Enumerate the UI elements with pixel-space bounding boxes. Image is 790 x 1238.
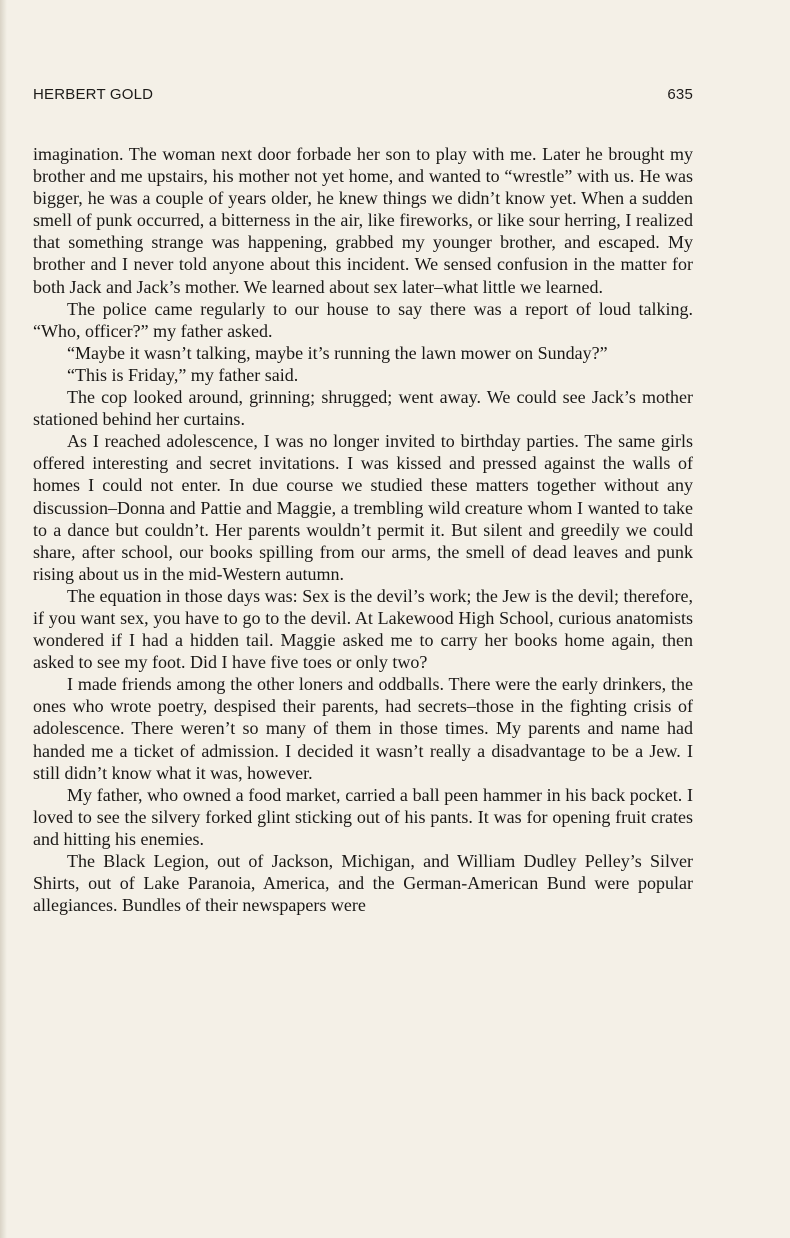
paragraph: I made friends among the other loners and oddballs. There were the early drinkers, the ones who wrote poetry, despised their parents, had secrets–those in the fighting crisis of adolescence. There weren’t so many of them in those times. My parents and name had handed me a ticket of admission. I decided it wasn’t really a disadvantage to be a Jew. I still didn’t know what it was, however. <box>33 674 693 783</box>
paragraph: As I reached adolescence, I was no longer invited to birthday parties. The same girls offered interesting and secret invitations. I was kissed and pressed against the walls of homes I could not enter. In due course we studied these matters together without any discussion–Donna and Pattie and Maggie, a trembling wild creature whom I wanted to take to a dance but couldn’t. Her parents wouldn’t permit it. But silent and greedily we could share, after school, our books spilling from our arms, the smell of dead leaves and punk rising about us in the mid-Western autumn. <box>33 431 693 584</box>
paragraph: The cop looked around, grinning; shrugged; went away. We could see Jack’s mother stationed behind her curtains. <box>33 387 693 430</box>
paragraph: My father, who owned a food market, carried a ball peen hammer in his back pocket. I loved to see the silvery forked glint sticking out of his pants. It was for opening fruit crates and hitting his enemies. <box>33 784 693 849</box>
paragraph: “This is Friday,” my father said. <box>67 364 299 385</box>
page-number: 635 <box>667 86 693 103</box>
running-head: HERBERT GOLD <box>33 86 154 103</box>
body-text <box>33 143 693 916</box>
paragraph-continued: imagination. The woman next door forbade her son to play with me. Later he brought my brother and me upstairs, his mother not yet home, and wanted to “wrestle” with us. He was bigger, he was a couple of years older, he knew things we didn’t know yet. When a sudden smell of punk occurred, a bitterness in the air, like fireworks, or like sour herring, I realized that something strange was happening, grabbed my younger brother, and escaped. My brother and I never told anyone about this incident. We sensed confusion in the matter for both Jack and Jack’s mother. We learned about sex later–what little we learned. <box>33 144 693 297</box>
page-spine-shadow <box>0 0 7 1238</box>
paragraph: “Maybe it wasn’t talking, maybe it’s running the lawn mower on Sunday?” <box>67 342 608 363</box>
page-header <box>33 86 693 110</box>
paragraph: The Black Legion, out of Jackson, Michigan, and William Dudley Pelley’s Silver Shirts, out of Lake Paranoia, America, and the German-American Bund were popular allegiances. Bundles of their newspapers were <box>33 851 693 916</box>
paragraph: The police came regularly to our house to say there was a report of loud talking. “Who, officer?” my father asked. <box>33 298 693 341</box>
paragraph: The equation in those days was: Sex is the devil’s work; the Jew is the devil; therefore, if you want sex, you have to go to the devil. At Lakewood High School, curious anatomists wondered if I had a hidden tail. Maggie asked me to carry her books home again, then asked to see my foot. Did I have five toes or only two? <box>33 585 693 673</box>
